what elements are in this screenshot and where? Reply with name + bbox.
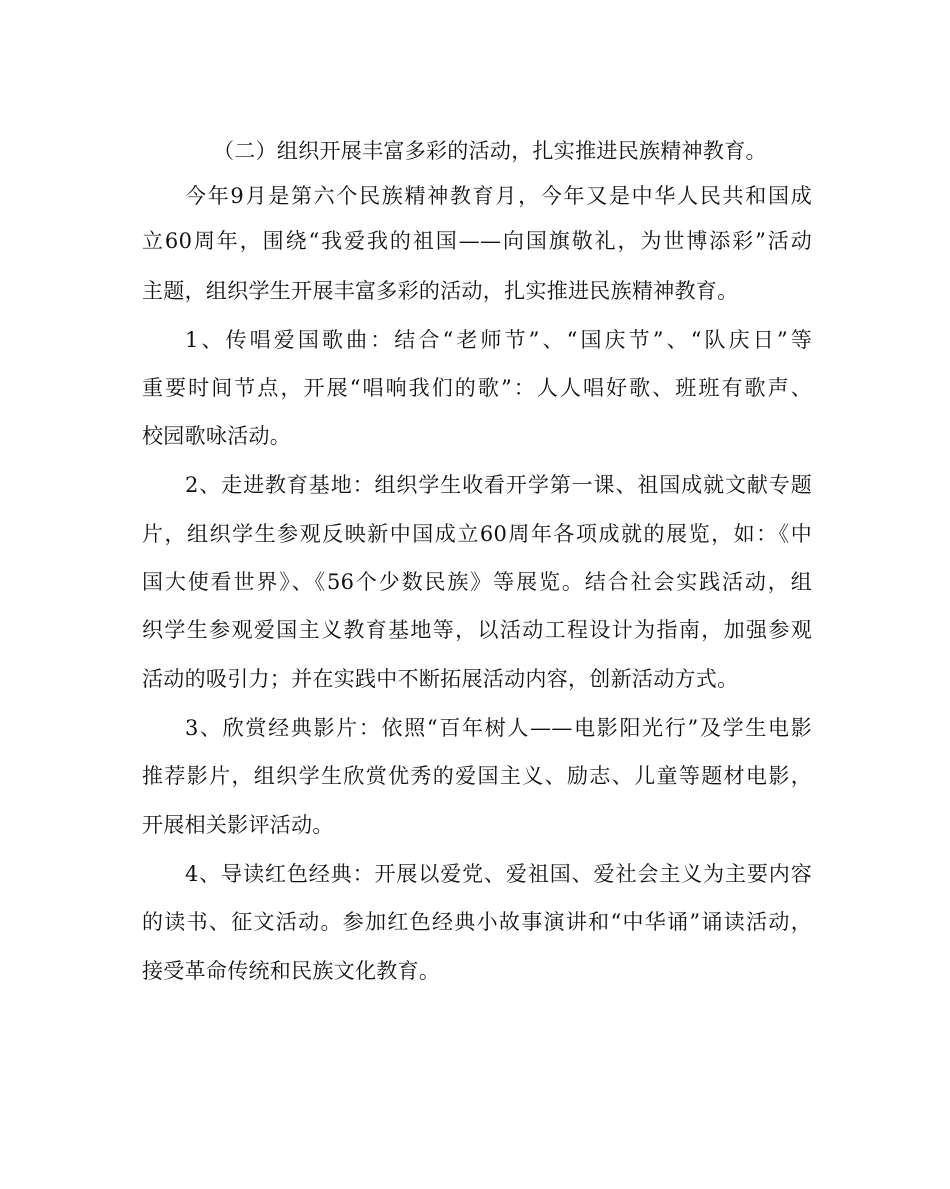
paragraph-intro-line-2: 立60周年，围绕“我爱我的祖国——向国旗敬礼，为世博添彩”活动 [142, 229, 812, 253]
paragraph-item-2-line-3: 国大使看世界》、《56个少数民族》等展览。结合社会实践活动，组 [142, 570, 812, 594]
paragraph-item-4-line-2: 的读书、征文活动。参加红色经典小故事演讲和“中华诵”诵读活动， [142, 910, 812, 934]
paragraph-item-2-line-5: 活动的吸引力；并在实践中不断拓展活动内容，创新活动方式。 [142, 667, 739, 691]
paragraph-item-3-line-1: 3、欣赏经典影片：依照“百年树人——电影阳光行”及学生电影 [185, 716, 812, 740]
paragraph-item-4-line-3: 接受革命传统和民族文化教育。 [142, 959, 441, 983]
paragraph-intro-line-3: 主题，组织学生开展丰富多彩的活动，扎实推进民族精神教育。 [142, 279, 739, 303]
paragraph-item-1-line-3: 校园歌咏活动。 [142, 424, 292, 448]
paragraph-item-1-line-1: 1、传唱爱国歌曲：结合“老师节”、“国庆节”、“队庆日”等 [185, 328, 812, 352]
paragraph-item-4-line-1: 4、导读红色经典：开展以爱党、爱祖国、爱社会主义为主要内容 [185, 862, 812, 886]
paragraph-item-2-line-4: 织学生参观爱国主义教育基地等，以活动工程设计为指南，加强参观 [142, 618, 812, 642]
section-heading: （二）组织开展丰富多彩的活动，扎实推进民族精神教育。 [213, 139, 767, 163]
paragraph-item-3-line-2: 推荐影片，组织学生欣赏优秀的爱国主义、励志、儿童等题材电影， [142, 764, 812, 788]
paragraph-item-2-line-1: 2、走进教育基地：组织学生收看开学第一课、祖国成就文献专题 [185, 473, 812, 497]
paragraph-item-2-line-2: 片，组织学生参观反映新中国成立60周年各项成就的展览，如：《中 [142, 522, 812, 546]
paragraph-item-1-line-2: 重要时间节点，开展“唱响我们的歌”：人人唱好歌、班班有歌声、 [142, 376, 812, 400]
paragraph-item-3-line-3: 开展相关影评活动。 [142, 813, 334, 837]
paragraph-intro-line-1: 今年9月是第六个民族精神教育月，今年又是中华人民共和国成 [185, 184, 812, 208]
